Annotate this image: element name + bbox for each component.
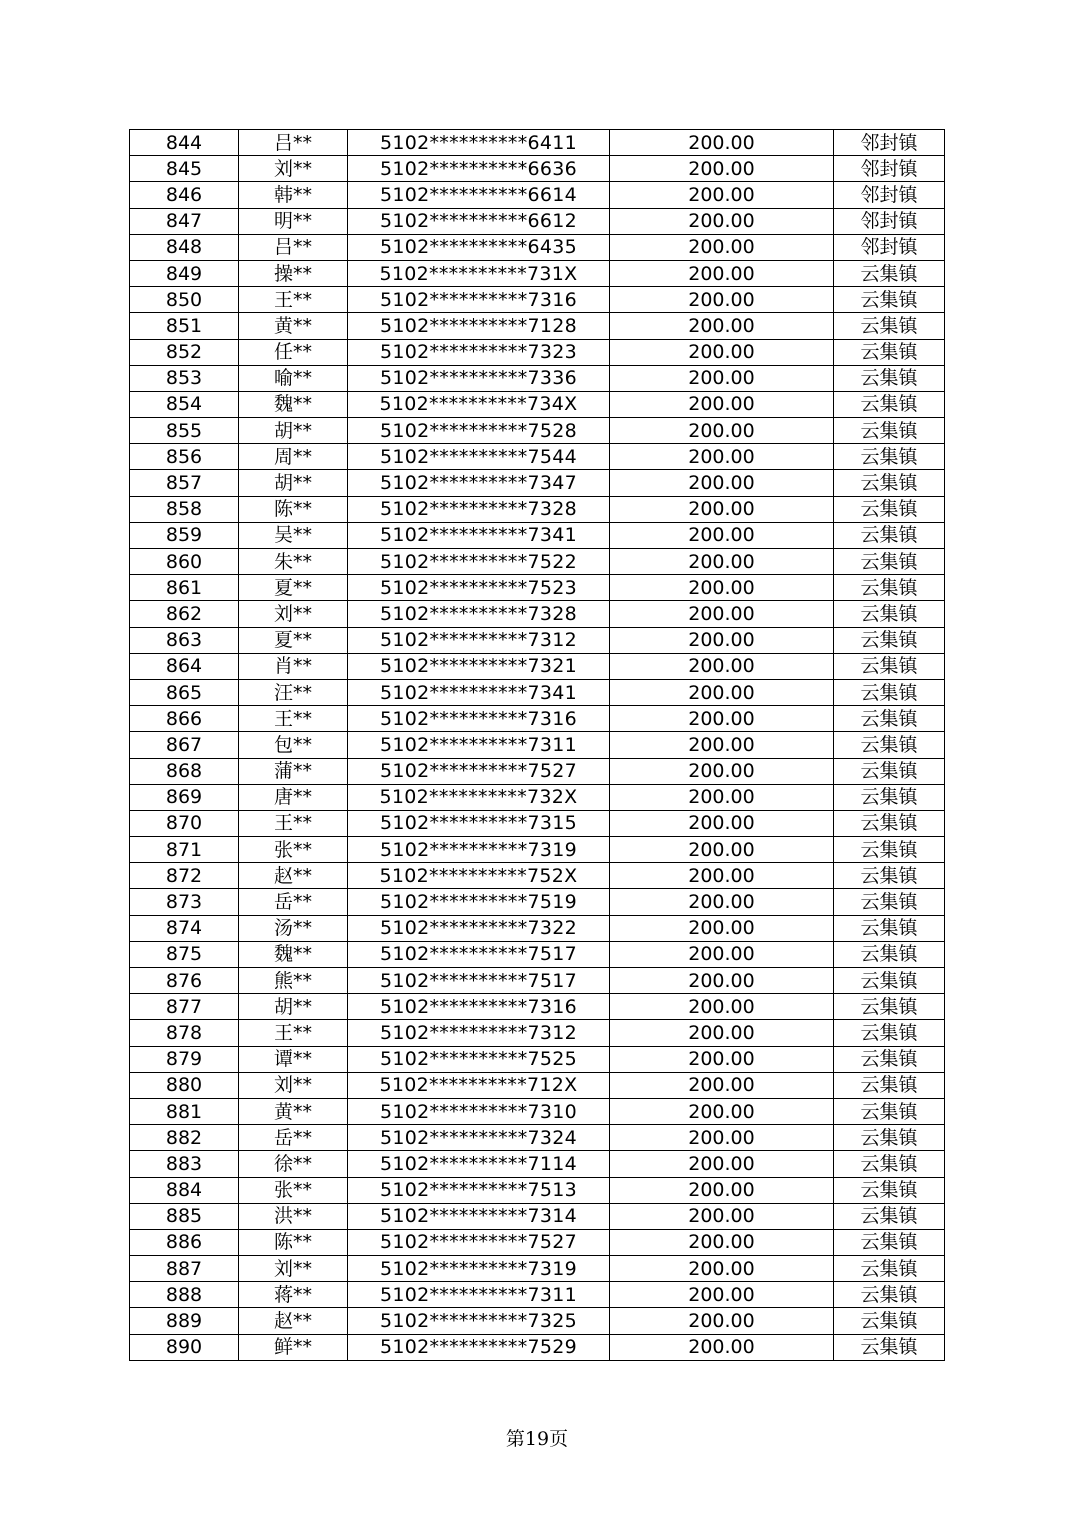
amount-cell: 200.00	[610, 522, 834, 548]
id-number-cell: 5102**********7529	[348, 1334, 610, 1360]
name-cell: 徐**	[239, 1151, 348, 1177]
id-number-cell: 5102**********7128	[348, 313, 610, 339]
table-row	[130, 391, 945, 417]
town-cell: 云集镇	[834, 1177, 945, 1203]
table-row	[130, 837, 945, 863]
id-number-cell: 5102**********7311	[348, 1282, 610, 1308]
table-row	[130, 1072, 945, 1098]
town-cell: 云集镇	[834, 915, 945, 941]
amount-cell: 200.00	[610, 575, 834, 601]
town-cell: 云集镇	[834, 1046, 945, 1072]
id-number-cell: 5102**********7328	[348, 601, 610, 627]
row-number-cell: 886	[130, 1229, 239, 1255]
row-number-cell: 882	[130, 1125, 239, 1151]
id-number-cell: 5102**********7311	[348, 732, 610, 758]
amount-cell: 200.00	[610, 1046, 834, 1072]
town-cell: 云集镇	[834, 601, 945, 627]
table-row	[130, 208, 945, 234]
amount-cell: 200.00	[610, 208, 834, 234]
amount-cell: 200.00	[610, 234, 834, 260]
amount-cell: 200.00	[610, 1151, 834, 1177]
town-cell: 云集镇	[834, 1334, 945, 1360]
id-number-cell: 5102**********7321	[348, 653, 610, 679]
town-cell: 云集镇	[834, 784, 945, 810]
id-number-cell: 5102**********7528	[348, 418, 610, 444]
row-number-cell: 852	[130, 339, 239, 365]
amount-cell: 200.00	[610, 287, 834, 313]
table-row	[130, 601, 945, 627]
table-row	[130, 234, 945, 260]
amount-cell: 200.00	[610, 863, 834, 889]
id-number-cell: 5102**********7324	[348, 1125, 610, 1151]
id-number-cell: 5102**********7517	[348, 941, 610, 967]
id-number-cell: 5102**********7347	[348, 470, 610, 496]
table-row	[130, 1282, 945, 1308]
row-number-cell: 872	[130, 863, 239, 889]
id-number-cell: 5102**********732X	[348, 784, 610, 810]
row-number-cell: 853	[130, 365, 239, 391]
name-cell: 刘**	[239, 156, 348, 182]
town-cell: 云集镇	[834, 863, 945, 889]
table-row	[130, 1308, 945, 1334]
id-number-cell: 5102**********7315	[348, 810, 610, 836]
town-cell: 云集镇	[834, 522, 945, 548]
amount-cell: 200.00	[610, 941, 834, 967]
town-cell: 云集镇	[834, 994, 945, 1020]
id-number-cell: 5102**********7319	[348, 837, 610, 863]
town-cell: 云集镇	[834, 732, 945, 758]
table-row	[130, 1203, 945, 1229]
town-cell: 云集镇	[834, 1308, 945, 1334]
town-cell: 邻封镇	[834, 156, 945, 182]
town-cell: 云集镇	[834, 549, 945, 575]
name-cell: 蒋**	[239, 1282, 348, 1308]
row-number-cell: 868	[130, 758, 239, 784]
town-cell: 云集镇	[834, 1125, 945, 1151]
town-cell: 云集镇	[834, 575, 945, 601]
name-cell: 王**	[239, 706, 348, 732]
name-cell: 韩**	[239, 182, 348, 208]
row-number-cell: 850	[130, 287, 239, 313]
name-cell: 喻**	[239, 365, 348, 391]
town-cell: 云集镇	[834, 968, 945, 994]
name-cell: 刘**	[239, 601, 348, 627]
town-cell: 云集镇	[834, 1072, 945, 1098]
row-number-cell: 883	[130, 1151, 239, 1177]
name-cell: 鲜**	[239, 1334, 348, 1360]
name-cell: 朱**	[239, 549, 348, 575]
name-cell: 蒲**	[239, 758, 348, 784]
id-number-cell: 5102**********7316	[348, 994, 610, 1020]
row-number-cell: 855	[130, 418, 239, 444]
table-row	[130, 418, 945, 444]
id-number-cell: 5102**********7316	[348, 287, 610, 313]
table-row	[130, 732, 945, 758]
town-cell: 云集镇	[834, 1282, 945, 1308]
amount-cell: 200.00	[610, 130, 834, 156]
row-number-cell: 862	[130, 601, 239, 627]
id-number-cell: 5102**********6614	[348, 182, 610, 208]
town-cell: 云集镇	[834, 1203, 945, 1229]
row-number-cell: 887	[130, 1256, 239, 1282]
name-cell: 汤**	[239, 915, 348, 941]
name-cell: 熊**	[239, 968, 348, 994]
table-row	[130, 339, 945, 365]
row-number-cell: 881	[130, 1098, 239, 1124]
amount-cell: 200.00	[610, 1282, 834, 1308]
subsidy-table	[129, 129, 945, 1361]
row-number-cell: 870	[130, 810, 239, 836]
table-row	[130, 994, 945, 1020]
table-row	[130, 941, 945, 967]
row-number-cell: 866	[130, 706, 239, 732]
id-number-cell: 5102**********7519	[348, 889, 610, 915]
town-cell: 云集镇	[834, 365, 945, 391]
town-cell: 云集镇	[834, 391, 945, 417]
table-row	[130, 1125, 945, 1151]
id-number-cell: 5102**********6636	[348, 156, 610, 182]
row-number-cell: 845	[130, 156, 239, 182]
amount-cell: 200.00	[610, 391, 834, 417]
id-number-cell: 5102**********7341	[348, 522, 610, 548]
amount-cell: 200.00	[610, 1308, 834, 1334]
id-number-cell: 5102**********6411	[348, 130, 610, 156]
name-cell: 赵**	[239, 1308, 348, 1334]
amount-cell: 200.00	[610, 156, 834, 182]
row-number-cell: 879	[130, 1046, 239, 1072]
id-number-cell: 5102**********7341	[348, 679, 610, 705]
table-row	[130, 758, 945, 784]
town-cell: 云集镇	[834, 1098, 945, 1124]
name-cell: 黄**	[239, 313, 348, 339]
row-number-cell: 859	[130, 522, 239, 548]
name-cell: 魏**	[239, 391, 348, 417]
id-number-cell: 5102**********712X	[348, 1072, 610, 1098]
id-number-cell: 5102**********7316	[348, 706, 610, 732]
table-row	[130, 968, 945, 994]
name-cell: 陈**	[239, 496, 348, 522]
id-number-cell: 5102**********7527	[348, 758, 610, 784]
name-cell: 王**	[239, 810, 348, 836]
amount-cell: 200.00	[610, 627, 834, 653]
id-number-cell: 5102**********7325	[348, 1308, 610, 1334]
id-number-cell: 5102**********7328	[348, 496, 610, 522]
id-number-cell: 5102**********7312	[348, 627, 610, 653]
table-row	[130, 679, 945, 705]
table-row	[130, 1334, 945, 1360]
town-cell: 云集镇	[834, 941, 945, 967]
amount-cell: 200.00	[610, 732, 834, 758]
amount-cell: 200.00	[610, 994, 834, 1020]
town-cell: 云集镇	[834, 1020, 945, 1046]
name-cell: 唐**	[239, 784, 348, 810]
table-row	[130, 1046, 945, 1072]
row-number-cell: 890	[130, 1334, 239, 1360]
amount-cell: 200.00	[610, 837, 834, 863]
row-number-cell: 884	[130, 1177, 239, 1203]
amount-cell: 200.00	[610, 444, 834, 470]
row-number-cell: 847	[130, 208, 239, 234]
table-row	[130, 1177, 945, 1203]
table-row	[130, 182, 945, 208]
id-number-cell: 5102**********7544	[348, 444, 610, 470]
amount-cell: 200.00	[610, 784, 834, 810]
id-number-cell: 5102**********7310	[348, 1098, 610, 1124]
amount-cell: 200.00	[610, 313, 834, 339]
town-cell: 云集镇	[834, 889, 945, 915]
amount-cell: 200.00	[610, 1020, 834, 1046]
name-cell: 任**	[239, 339, 348, 365]
name-cell: 包**	[239, 732, 348, 758]
name-cell: 肖**	[239, 653, 348, 679]
row-number-cell: 848	[130, 234, 239, 260]
row-number-cell: 869	[130, 784, 239, 810]
table-row	[130, 496, 945, 522]
amount-cell: 200.00	[610, 1334, 834, 1360]
amount-cell: 200.00	[610, 968, 834, 994]
name-cell: 魏**	[239, 941, 348, 967]
id-number-cell: 5102**********7323	[348, 339, 610, 365]
row-number-cell: 885	[130, 1203, 239, 1229]
amount-cell: 200.00	[610, 1072, 834, 1098]
town-cell: 云集镇	[834, 339, 945, 365]
amount-cell: 200.00	[610, 915, 834, 941]
id-number-cell: 5102**********7336	[348, 365, 610, 391]
row-number-cell: 857	[130, 470, 239, 496]
table-row	[130, 1020, 945, 1046]
amount-cell: 200.00	[610, 810, 834, 836]
amount-cell: 200.00	[610, 365, 834, 391]
name-cell: 岳**	[239, 1125, 348, 1151]
row-number-cell: 880	[130, 1072, 239, 1098]
name-cell: 谭**	[239, 1046, 348, 1072]
name-cell: 赵**	[239, 863, 348, 889]
town-cell: 云集镇	[834, 837, 945, 863]
table-row	[130, 260, 945, 286]
row-number-cell: 851	[130, 313, 239, 339]
name-cell: 胡**	[239, 470, 348, 496]
town-cell: 云集镇	[834, 1256, 945, 1282]
id-number-cell: 5102**********7319	[348, 1256, 610, 1282]
town-cell: 邻封镇	[834, 130, 945, 156]
id-number-cell: 5102**********752X	[348, 863, 610, 889]
town-cell: 云集镇	[834, 627, 945, 653]
row-number-cell: 867	[130, 732, 239, 758]
id-number-cell: 5102**********7322	[348, 915, 610, 941]
table-row	[130, 1151, 945, 1177]
id-number-cell: 5102**********734X	[348, 391, 610, 417]
amount-cell: 200.00	[610, 1177, 834, 1203]
id-number-cell: 5102**********7522	[348, 549, 610, 575]
subsidy-table-body	[130, 130, 945, 1361]
town-cell: 云集镇	[834, 706, 945, 732]
table-row	[130, 313, 945, 339]
town-cell: 邻封镇	[834, 234, 945, 260]
row-number-cell: 865	[130, 679, 239, 705]
row-number-cell: 858	[130, 496, 239, 522]
amount-cell: 200.00	[610, 889, 834, 915]
row-number-cell: 861	[130, 575, 239, 601]
table-row	[130, 863, 945, 889]
amount-cell: 200.00	[610, 758, 834, 784]
name-cell: 王**	[239, 1020, 348, 1046]
amount-cell: 200.00	[610, 418, 834, 444]
town-cell: 云集镇	[834, 679, 945, 705]
amount-cell: 200.00	[610, 496, 834, 522]
town-cell: 云集镇	[834, 1151, 945, 1177]
id-number-cell: 5102**********7513	[348, 1177, 610, 1203]
name-cell: 黄**	[239, 1098, 348, 1124]
table-row	[130, 653, 945, 679]
row-number-cell: 873	[130, 889, 239, 915]
table-row	[130, 365, 945, 391]
name-cell: 吴**	[239, 522, 348, 548]
town-cell: 云集镇	[834, 653, 945, 679]
name-cell: 陈**	[239, 1229, 348, 1255]
town-cell: 云集镇	[834, 496, 945, 522]
name-cell: 胡**	[239, 994, 348, 1020]
name-cell: 周**	[239, 444, 348, 470]
name-cell: 洪**	[239, 1203, 348, 1229]
id-number-cell: 5102**********7314	[348, 1203, 610, 1229]
town-cell: 云集镇	[834, 418, 945, 444]
town-cell: 云集镇	[834, 444, 945, 470]
name-cell: 夏**	[239, 575, 348, 601]
amount-cell: 200.00	[610, 1098, 834, 1124]
table-row	[130, 1229, 945, 1255]
amount-cell: 200.00	[610, 1229, 834, 1255]
table-row	[130, 287, 945, 313]
id-number-cell: 5102**********7525	[348, 1046, 610, 1072]
table-row	[130, 549, 945, 575]
table-row	[130, 130, 945, 156]
table-row	[130, 444, 945, 470]
name-cell: 张**	[239, 837, 348, 863]
amount-cell: 200.00	[610, 679, 834, 705]
row-number-cell: 878	[130, 1020, 239, 1046]
row-number-cell: 889	[130, 1308, 239, 1334]
table-row	[130, 915, 945, 941]
row-number-cell: 856	[130, 444, 239, 470]
amount-cell: 200.00	[610, 549, 834, 575]
table-row	[130, 1098, 945, 1124]
town-cell: 云集镇	[834, 260, 945, 286]
amount-cell: 200.00	[610, 260, 834, 286]
town-cell: 云集镇	[834, 287, 945, 313]
amount-cell: 200.00	[610, 653, 834, 679]
name-cell: 胡**	[239, 418, 348, 444]
name-cell: 岳**	[239, 889, 348, 915]
amount-cell: 200.00	[610, 1125, 834, 1151]
row-number-cell: 874	[130, 915, 239, 941]
amount-cell: 200.00	[610, 706, 834, 732]
amount-cell: 200.00	[610, 1256, 834, 1282]
id-number-cell: 5102**********6435	[348, 234, 610, 260]
name-cell: 吕**	[239, 234, 348, 260]
town-cell: 邻封镇	[834, 208, 945, 234]
id-number-cell: 5102**********7527	[348, 1229, 610, 1255]
row-number-cell: 854	[130, 391, 239, 417]
row-number-cell: 846	[130, 182, 239, 208]
table-row	[130, 156, 945, 182]
name-cell: 明**	[239, 208, 348, 234]
id-number-cell: 5102**********7517	[348, 968, 610, 994]
page-number: 第19页	[505, 1428, 569, 1450]
id-number-cell: 5102**********731X	[348, 260, 610, 286]
amount-cell: 200.00	[610, 182, 834, 208]
name-cell: 张**	[239, 1177, 348, 1203]
town-cell: 邻封镇	[834, 182, 945, 208]
row-number-cell: 875	[130, 941, 239, 967]
table-row	[130, 889, 945, 915]
row-number-cell: 863	[130, 627, 239, 653]
table-row	[130, 522, 945, 548]
name-cell: 王**	[239, 287, 348, 313]
table-row	[130, 575, 945, 601]
name-cell: 刘**	[239, 1072, 348, 1098]
table-row	[130, 470, 945, 496]
row-number-cell: 864	[130, 653, 239, 679]
amount-cell: 200.00	[610, 601, 834, 627]
id-number-cell: 5102**********7523	[348, 575, 610, 601]
name-cell: 夏**	[239, 627, 348, 653]
town-cell: 云集镇	[834, 313, 945, 339]
id-number-cell: 5102**********6612	[348, 208, 610, 234]
row-number-cell: 871	[130, 837, 239, 863]
table-row	[130, 784, 945, 810]
town-cell: 云集镇	[834, 810, 945, 836]
town-cell: 云集镇	[834, 470, 945, 496]
row-number-cell: 876	[130, 968, 239, 994]
row-number-cell: 844	[130, 130, 239, 156]
name-cell: 刘**	[239, 1256, 348, 1282]
town-cell: 云集镇	[834, 1229, 945, 1255]
row-number-cell: 877	[130, 994, 239, 1020]
table-row	[130, 1256, 945, 1282]
table-row	[130, 706, 945, 732]
name-cell: 汪**	[239, 679, 348, 705]
table-row	[130, 810, 945, 836]
amount-cell: 200.00	[610, 1203, 834, 1229]
town-cell: 云集镇	[834, 758, 945, 784]
row-number-cell: 860	[130, 549, 239, 575]
name-cell: 吕**	[239, 130, 348, 156]
row-number-cell: 849	[130, 260, 239, 286]
id-number-cell: 5102**********7114	[348, 1151, 610, 1177]
amount-cell: 200.00	[610, 339, 834, 365]
amount-cell: 200.00	[610, 470, 834, 496]
id-number-cell: 5102**********7312	[348, 1020, 610, 1046]
row-number-cell: 888	[130, 1282, 239, 1308]
name-cell: 操**	[239, 260, 348, 286]
table-row	[130, 627, 945, 653]
